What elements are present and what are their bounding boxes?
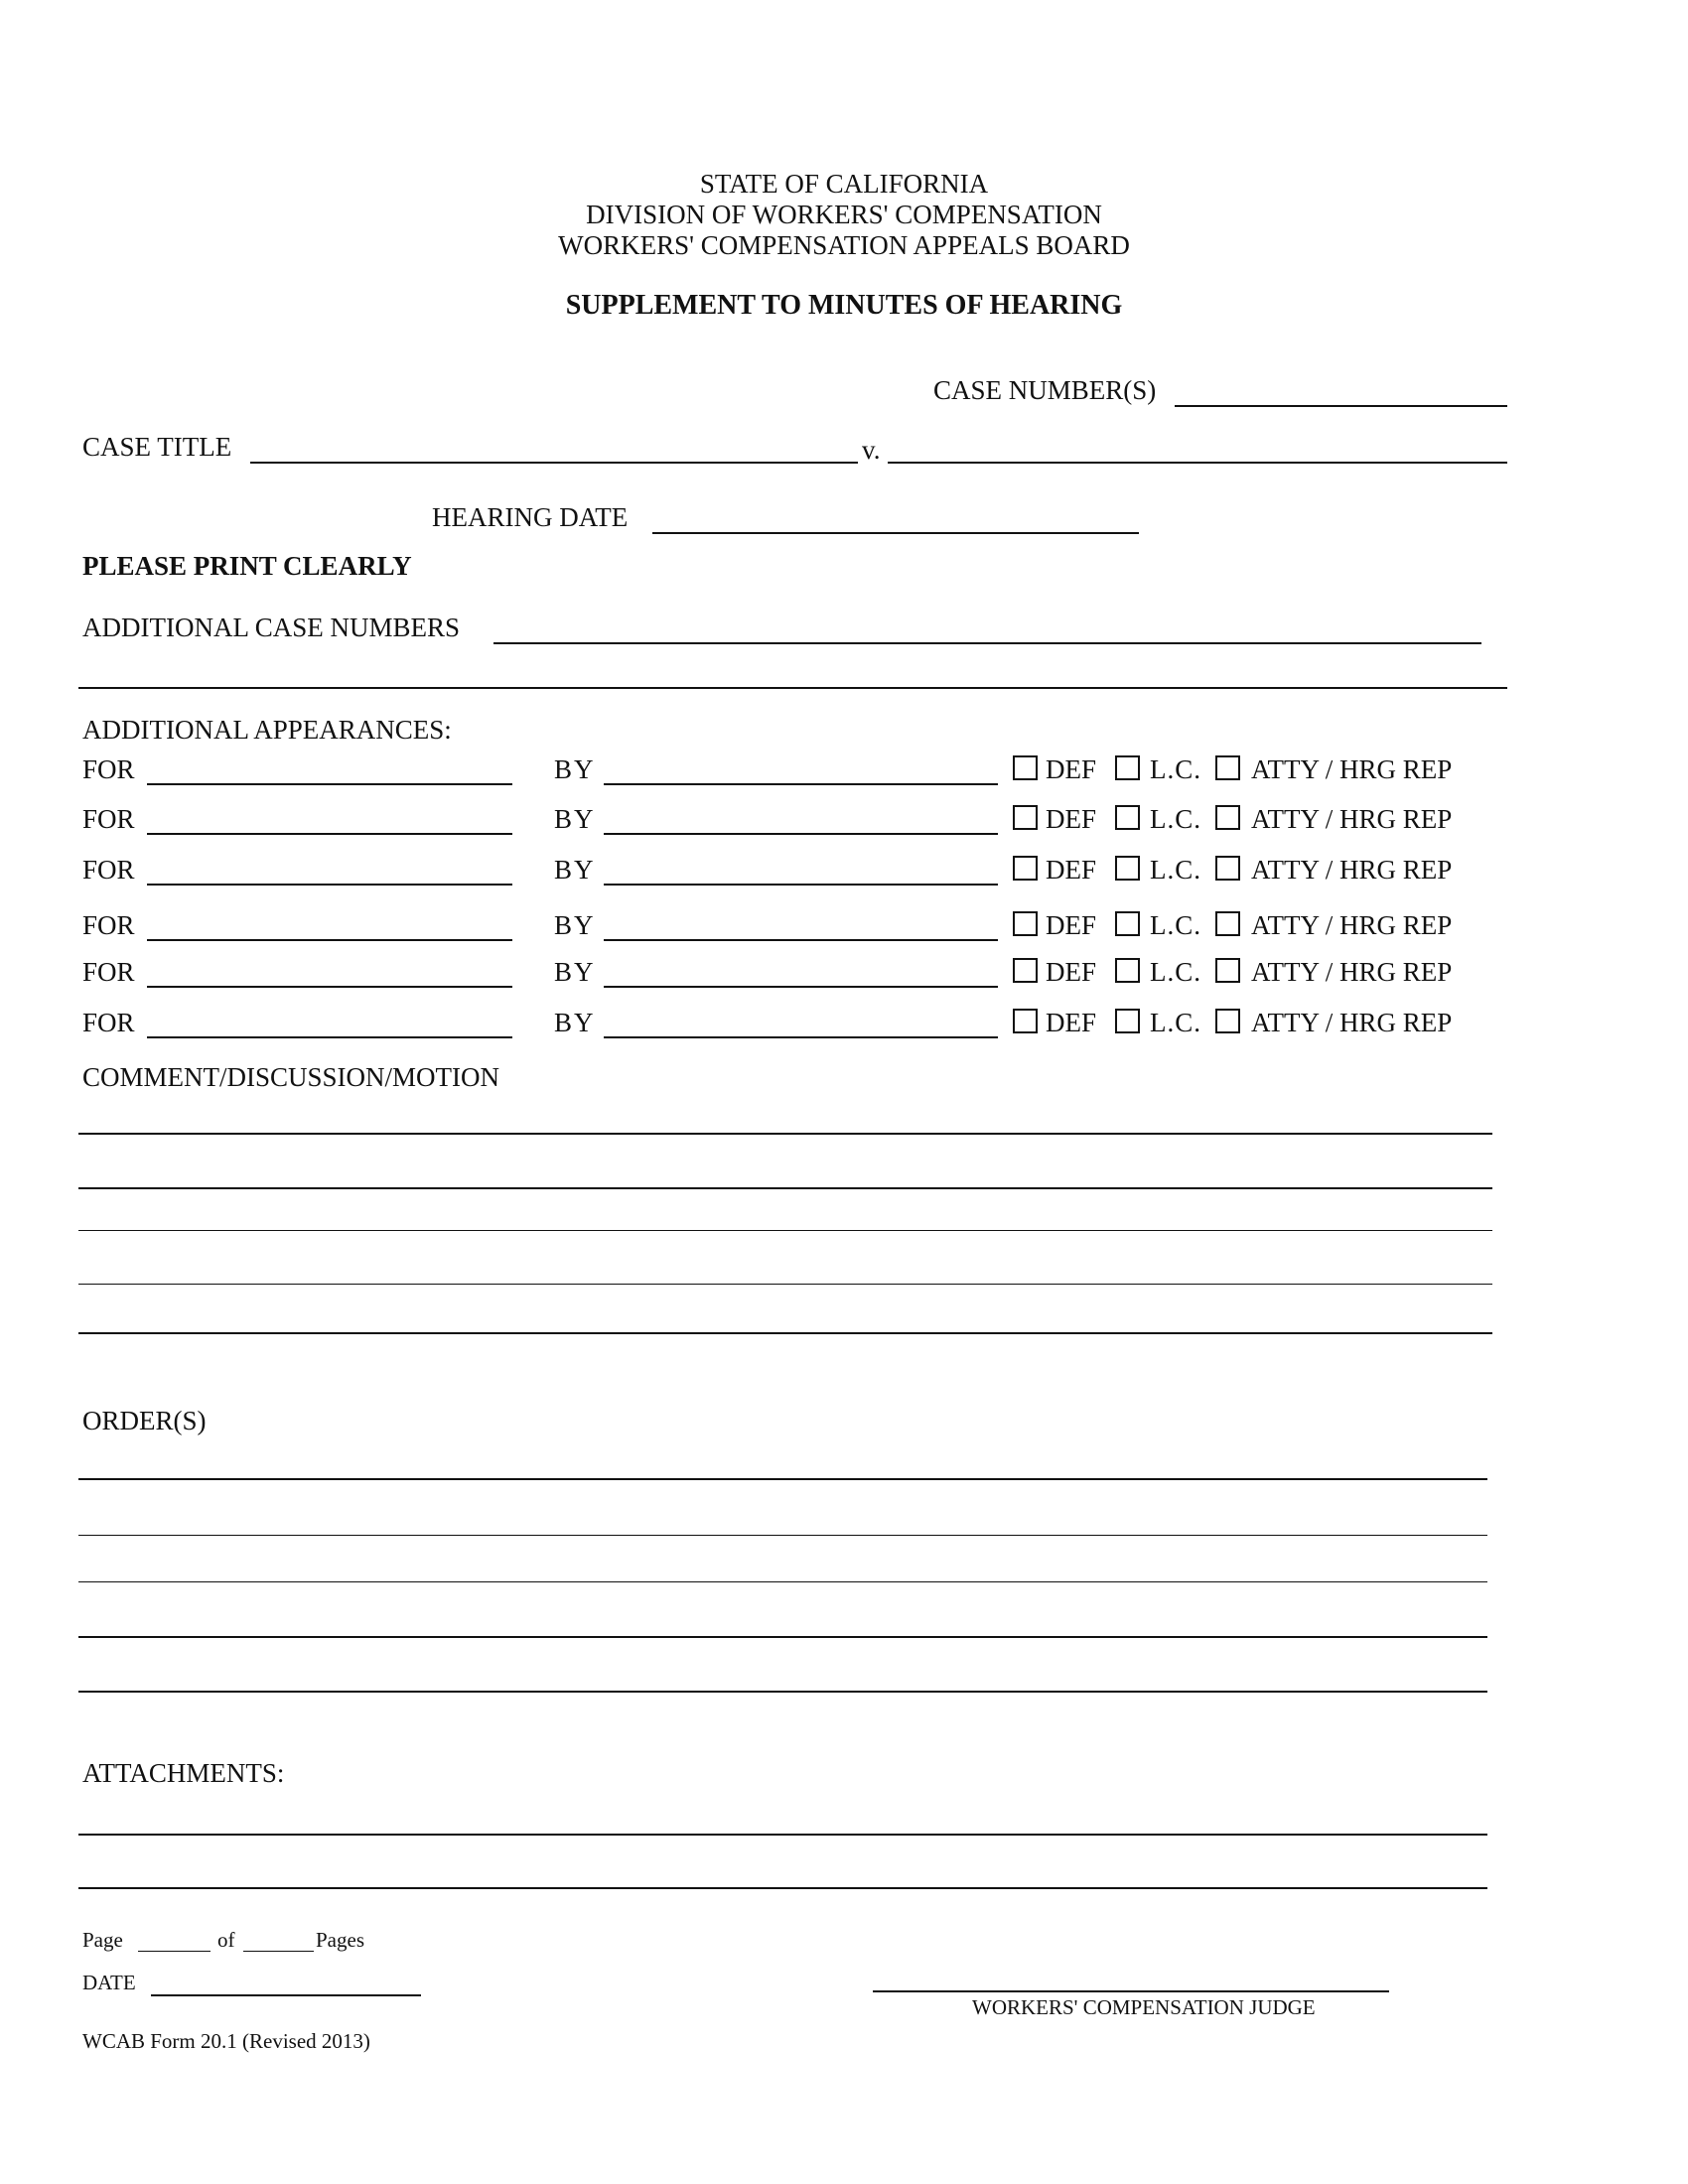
by-field[interactable] (604, 986, 998, 988)
def-label: DEF (1046, 754, 1097, 784)
def-checkbox[interactable] (1013, 805, 1038, 830)
orders-heading: ORDER(S) (82, 1406, 207, 1435)
form-id: WCAB Form 20.1 (Revised 2013) (82, 2029, 370, 2053)
orders-line[interactable] (78, 1636, 1487, 1638)
def-checkbox[interactable] (1013, 856, 1038, 881)
case-title-applicant-field[interactable] (250, 462, 858, 464)
def-checkbox[interactable] (1013, 1009, 1038, 1033)
pages-label: Pages (316, 1928, 364, 1952)
def-label: DEF (1046, 855, 1097, 885)
attachments-line[interactable] (78, 1887, 1487, 1889)
orders-line[interactable] (78, 1535, 1487, 1536)
lc-label: L.C. (1150, 957, 1202, 987)
by-label: BY (554, 804, 596, 834)
page-number-field[interactable] (138, 1951, 211, 1952)
judge-label: WORKERS' COMPENSATION JUDGE (972, 1995, 1316, 2019)
additional-case-numbers-label: ADDITIONAL CASE NUMBERS (82, 613, 461, 642)
case-numbers-field[interactable] (1175, 405, 1507, 407)
comment-line[interactable] (78, 1284, 1492, 1285)
comment-heading: COMMENT/DISCUSSION/MOTION (82, 1062, 500, 1092)
by-label: BY (554, 910, 596, 940)
for-field[interactable] (147, 884, 512, 886)
atty-hrg-rep-label: ATTY / HRG REP (1251, 957, 1453, 987)
atty-hrg-rep-label: ATTY / HRG REP (1251, 910, 1453, 940)
lc-checkbox[interactable] (1115, 805, 1140, 830)
lc-checkbox[interactable] (1115, 911, 1140, 936)
atty-hrg-rep-checkbox[interactable] (1215, 911, 1240, 936)
atty-hrg-rep-checkbox[interactable] (1215, 1009, 1240, 1033)
for-label: FOR (82, 910, 135, 940)
judge-signature-line[interactable] (873, 1990, 1389, 1992)
hearing-date-field[interactable] (652, 532, 1139, 534)
atty-hrg-rep-checkbox[interactable] (1215, 958, 1240, 983)
orders-line[interactable] (78, 1581, 1487, 1582)
case-title-defendant-field[interactable] (888, 462, 1507, 464)
lc-checkbox[interactable] (1115, 755, 1140, 780)
def-checkbox[interactable] (1013, 911, 1038, 936)
comment-line[interactable] (78, 1133, 1492, 1135)
lc-label: L.C. (1150, 804, 1202, 834)
of-label: of (217, 1928, 235, 1952)
lc-checkbox[interactable] (1115, 856, 1140, 881)
comment-line[interactable] (78, 1332, 1492, 1334)
page-label: Page (82, 1928, 123, 1952)
comment-line[interactable] (78, 1230, 1492, 1231)
lc-label: L.C. (1150, 1008, 1202, 1037)
by-field[interactable] (604, 939, 998, 941)
atty-hrg-rep-label: ATTY / HRG REP (1251, 855, 1453, 885)
attachments-heading: ATTACHMENTS: (82, 1758, 285, 1788)
comment-line[interactable] (78, 1187, 1492, 1189)
orders-line[interactable] (78, 1478, 1487, 1480)
def-label: DEF (1046, 957, 1097, 987)
hearing-date-label: HEARING DATE (432, 502, 629, 532)
for-label: FOR (82, 804, 135, 834)
lc-label: L.C. (1150, 754, 1202, 784)
atty-hrg-rep-label: ATTY / HRG REP (1251, 804, 1453, 834)
by-label: BY (554, 1008, 596, 1037)
orders-line[interactable] (78, 1691, 1487, 1693)
def-label: DEF (1046, 804, 1097, 834)
for-label: FOR (82, 855, 135, 885)
for-field[interactable] (147, 833, 512, 835)
header-division: DIVISION OF WORKERS' COMPENSATION (586, 200, 1102, 229)
atty-hrg-rep-checkbox[interactable] (1215, 755, 1240, 780)
by-field[interactable] (604, 833, 998, 835)
for-field[interactable] (147, 783, 512, 785)
header-state: STATE OF CALIFORNIA (699, 169, 989, 199)
by-label: BY (554, 754, 596, 784)
atty-hrg-rep-checkbox[interactable] (1215, 805, 1240, 830)
for-field[interactable] (147, 1036, 512, 1038)
lc-checkbox[interactable] (1115, 1009, 1140, 1033)
by-field[interactable] (604, 884, 998, 886)
by-field[interactable] (604, 1036, 998, 1038)
date-label: DATE (82, 1971, 136, 1994)
for-label: FOR (82, 1008, 135, 1037)
additional-case-numbers-field-2[interactable] (78, 687, 1507, 689)
atty-hrg-rep-label: ATTY / HRG REP (1251, 1008, 1453, 1037)
date-field[interactable] (151, 1994, 421, 1996)
atty-hrg-rep-checkbox[interactable] (1215, 856, 1240, 881)
lc-label: L.C. (1150, 910, 1202, 940)
additional-appearances-heading: ADDITIONAL APPEARANCES: (82, 715, 452, 745)
additional-case-numbers-field[interactable] (493, 642, 1481, 644)
page-title: SUPPLEMENT TO MINUTES OF HEARING (565, 290, 1123, 321)
def-label: DEF (1046, 910, 1097, 940)
by-label: BY (554, 957, 596, 987)
atty-hrg-rep-label: ATTY / HRG REP (1251, 754, 1453, 784)
by-label: BY (554, 855, 596, 885)
by-field[interactable] (604, 783, 998, 785)
attachments-line[interactable] (78, 1834, 1487, 1836)
for-label: FOR (82, 754, 135, 784)
versus-label: v. (862, 435, 881, 465)
case-numbers-label: CASE NUMBER(S) (933, 375, 1157, 405)
print-clearly-notice: PLEASE PRINT CLEARLY (82, 551, 412, 581)
for-field[interactable] (147, 939, 512, 941)
lc-label: L.C. (1150, 855, 1202, 885)
def-checkbox[interactable] (1013, 958, 1038, 983)
header-board: WORKERS' COMPENSATION APPEALS BOARD (558, 230, 1130, 260)
for-field[interactable] (147, 986, 512, 988)
lc-checkbox[interactable] (1115, 958, 1140, 983)
case-title-label: CASE TITLE (82, 432, 232, 462)
def-checkbox[interactable] (1013, 755, 1038, 780)
def-label: DEF (1046, 1008, 1097, 1037)
for-label: FOR (82, 957, 135, 987)
page-total-field[interactable] (243, 1951, 314, 1952)
